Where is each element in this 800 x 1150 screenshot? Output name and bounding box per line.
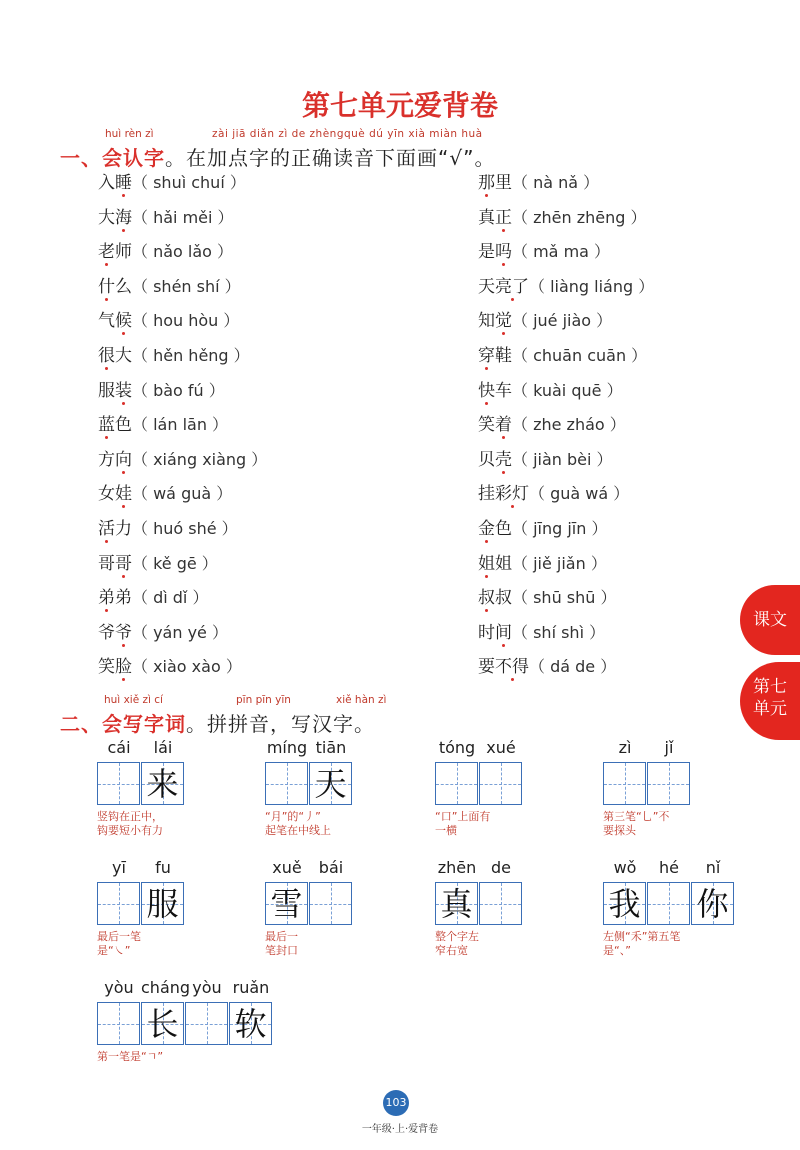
word-item [98, 553, 218, 575]
section-label-2: 会写字词 [102, 712, 186, 736]
word-item [478, 483, 629, 505]
word-pinyin: yī [112, 858, 126, 877]
word-char: 着 [495, 415, 512, 436]
word-item [478, 587, 617, 609]
stroke-hint [435, 810, 490, 838]
pinyin-options[interactable]: （ jué jiào ） [512, 311, 613, 331]
pinyin-options[interactable]: （ shí shì ） [512, 622, 606, 642]
word-item [478, 380, 623, 402]
word-char: 间 [495, 622, 512, 643]
instruction-pinyin-2b: xiě hàn zì [336, 694, 387, 706]
writing-box[interactable] [435, 882, 478, 925]
tab-unit-label-1: 第七 [753, 677, 787, 697]
pinyin-options[interactable]: （ mǎ ma ） [512, 242, 611, 262]
stroke-hint [435, 930, 479, 958]
hint-line: 左侧“禾”第五笔 [603, 930, 681, 943]
written-char [436, 763, 477, 804]
pinyin-options[interactable]: （ wá guà ） [132, 484, 233, 504]
stroke-hint [265, 930, 298, 958]
word-item [98, 449, 267, 471]
word-char: 哥 [98, 553, 115, 574]
hint-line: “月”的“丿” [265, 810, 321, 823]
section2-heading [60, 708, 375, 737]
word-char: 气 [98, 311, 115, 332]
hint-line: 笔封口 [265, 944, 298, 957]
written-char: 天 [314, 765, 347, 803]
hint-line: 竖钩在正中， [97, 810, 163, 823]
writing-box[interactable] [603, 882, 646, 925]
pinyin-options[interactable]: （ huó shé ） [132, 519, 238, 538]
word-pinyin: jǐ [664, 738, 674, 757]
word-char: 正 [495, 207, 512, 228]
writing-box[interactable] [141, 1002, 184, 1045]
word-char: 娃 [115, 484, 132, 505]
writing-box[interactable] [691, 882, 734, 925]
word-char: 里 [495, 173, 512, 193]
hint-line: “口”上面有 [435, 810, 491, 823]
word-item [478, 414, 626, 436]
word-pinyin: cái [107, 738, 131, 757]
word-pinyin: wǒ [613, 858, 637, 877]
word-char: 真 [478, 207, 495, 228]
stroke-hint [97, 930, 141, 958]
heading-pinyin: huì rèn zì [105, 128, 154, 140]
word-char: 什 [98, 276, 115, 297]
stroke-hint [265, 810, 331, 838]
section1-heading [60, 142, 495, 171]
pinyin-options[interactable]: （ kuài quē ） [512, 380, 623, 400]
word-char: 师 [115, 242, 132, 263]
stroke-hint: 第一笔是“ㄱ” [97, 1050, 164, 1063]
word-char: 很 [98, 346, 115, 366]
word-item [98, 207, 234, 229]
hint-line: 要探头 [603, 824, 636, 837]
section-instruction: 。在加点字的正确读音下面画“√”。 [165, 146, 496, 170]
word-char: 叔 [495, 588, 512, 609]
writing-box[interactable] [185, 1002, 228, 1045]
section-number-2: 二、 [60, 712, 102, 736]
hint-line: 是“、” [603, 944, 631, 957]
word-item [98, 656, 242, 678]
pinyin-options[interactable]: （ hou hòu ） [132, 311, 240, 331]
word-char: 叔 [478, 588, 495, 609]
written-char [604, 763, 645, 804]
instruction-pinyin: zài jiā diǎn zì de zhèngquè dú yīn xià miàn huà [212, 128, 483, 140]
word-pinyin: yòu [104, 978, 134, 997]
word-char: 么 [115, 276, 132, 297]
writing-box[interactable] [309, 882, 352, 925]
instruction-pinyin-2a: pīn pīn yīn [236, 694, 291, 706]
word-pinyin: zì [618, 738, 632, 757]
pinyin-options[interactable]: （ shuì chuí ） [132, 173, 246, 192]
word-char: 方 [98, 449, 115, 470]
pinyin-options[interactable]: （ dì dǐ ） [132, 588, 209, 608]
word-char: 贝 [478, 449, 495, 470]
word-char: 彩灯 [495, 484, 529, 505]
writing-box[interactable] [479, 882, 522, 925]
word-pinyin: xuě [272, 858, 302, 877]
word-pinyin: cháng [141, 978, 191, 997]
pinyin-options[interactable]: （ dá de ） [529, 657, 617, 677]
word-char: 姐 [495, 553, 512, 574]
word-char: 快 [478, 380, 495, 401]
word-pinyin: hé [659, 858, 679, 877]
word-item [478, 241, 610, 263]
word-char: 入 [98, 173, 115, 193]
written-char: 雪 [270, 885, 303, 923]
word-item [478, 345, 647, 367]
written-char [648, 763, 689, 804]
word-char: 是 [478, 242, 495, 263]
word-item [98, 276, 241, 298]
word-char: 力 [115, 519, 132, 539]
word-char: 挂 [478, 484, 495, 505]
word-char: 大 [98, 207, 115, 228]
hint-line: 起笔在中线上 [265, 824, 331, 837]
word-char: 装 [115, 380, 132, 401]
word-char: 知 [478, 311, 495, 332]
word-pinyin: xué [486, 738, 516, 757]
word-char: 天 [478, 276, 495, 297]
word-char: 弟 [98, 588, 115, 609]
tab-unit-seven[interactable] [740, 662, 800, 740]
writing-box[interactable] [647, 762, 690, 805]
word-char: 女 [98, 484, 115, 505]
word-item [98, 518, 238, 540]
written-char [98, 883, 139, 924]
word-item [98, 310, 239, 332]
pinyin-options[interactable]: （ chuān cuān ） [512, 346, 648, 365]
writing-box[interactable] [265, 762, 308, 805]
word-char: 弟 [115, 588, 132, 609]
writing-box[interactable] [309, 762, 352, 805]
word-char: 车 [495, 380, 512, 401]
word-item [98, 380, 225, 402]
word-pinyin: lái [153, 738, 173, 757]
hint-line: 最后一笔 [97, 930, 141, 943]
word-pinyin: yòu [192, 978, 222, 997]
written-char: 服 [146, 885, 179, 923]
pinyin-options[interactable]: （ liàng liáng ） [529, 276, 655, 296]
word-char: 那 [478, 173, 495, 193]
writing-box[interactable] [141, 762, 184, 805]
word-char: 笑 [478, 415, 495, 436]
written-char [648, 883, 689, 924]
writing-box[interactable] [435, 762, 478, 805]
section-number: 一、 [60, 146, 102, 170]
hint-line: 钩要短小有力 [97, 824, 163, 837]
written-char [266, 763, 307, 804]
word-char: 吗 [495, 242, 512, 263]
written-char: 长 [146, 1005, 179, 1043]
word-char: 哥 [115, 553, 132, 574]
pinyin-options[interactable]: （ zhēn zhēng ） [512, 207, 647, 227]
written-char [186, 1003, 227, 1044]
word-char: 不得 [495, 657, 529, 678]
word-char: 穿 [478, 346, 495, 366]
pinyin-options[interactable]: （ shū shū ） [512, 588, 617, 608]
written-char [98, 1003, 139, 1044]
written-char [98, 763, 139, 804]
word-char: 候 [115, 311, 132, 332]
word-item [478, 172, 599, 194]
writing-box[interactable] [647, 882, 690, 925]
word-pinyin: ruǎn [232, 978, 270, 997]
writing-box[interactable] [141, 882, 184, 925]
hint-line: 一横 [435, 824, 457, 837]
pinyin-options[interactable]: （ bào fú ） [132, 380, 225, 400]
pinyin-options[interactable]: （ guà wá ） [529, 484, 630, 504]
word-pinyin: bái [318, 858, 344, 877]
pinyin-options[interactable]: （ xiào xào ） [132, 657, 242, 677]
word-char: 海 [115, 207, 132, 228]
word-item [98, 483, 232, 505]
pinyin-options[interactable]: （ kě gē ） [132, 553, 218, 573]
writing-box[interactable] [97, 882, 140, 925]
word-char: 服 [98, 380, 115, 401]
section-instruction-2: 。拼拼音，写汉字。 [186, 712, 375, 736]
stroke-hint [97, 810, 163, 838]
stroke-hint [603, 810, 669, 838]
writing-box[interactable] [479, 762, 522, 805]
word-char: 爷 [98, 622, 115, 643]
pinyin-options[interactable]: （ zhe zháo ） [512, 415, 626, 435]
word-pinyin: de [491, 858, 511, 877]
word-char: 大 [115, 346, 132, 366]
tab-unit-label-2: 单元 [753, 699, 787, 719]
word-item [98, 622, 228, 644]
word-item [478, 622, 605, 644]
written-char [310, 883, 351, 924]
pinyin-options[interactable]: （ jiàn bèi ） [512, 449, 613, 469]
word-char: 色 [495, 519, 512, 539]
written-char [480, 763, 521, 804]
written-char: 真 [440, 885, 473, 923]
word-char: 活 [98, 519, 115, 539]
pinyin-options[interactable]: （ jiě jiǎn ） [512, 553, 607, 573]
hint-line: 整个字左 [435, 930, 479, 943]
written-char: 来 [146, 765, 179, 803]
word-pinyin: fu [155, 858, 171, 877]
word-item [98, 172, 246, 194]
heading-pinyin-2: huì xiě zì cí [104, 694, 163, 706]
writing-box[interactable] [229, 1002, 272, 1045]
hint-line: 是“㇏” [97, 944, 131, 957]
word-char: 时 [478, 622, 495, 643]
pinyin-options[interactable]: （ xiáng xiàng ） [132, 449, 268, 469]
word-item [98, 345, 250, 367]
word-char: 觉 [495, 311, 512, 332]
pinyin-options[interactable]: （ jīng jīn ） [512, 519, 608, 538]
pinyin-options[interactable]: （ yán yé ） [132, 622, 228, 642]
word-char: 金 [478, 519, 495, 539]
word-item [98, 414, 228, 436]
word-pinyin: tóng [438, 738, 476, 757]
stroke-hint [603, 930, 680, 958]
word-char: 亮了 [495, 276, 529, 297]
footer: 一年级·上·爱背卷 [361, 1124, 439, 1135]
word-char: 蓝 [98, 415, 115, 436]
pinyin-options[interactable]: （ shén shí ） [132, 276, 241, 296]
word-char: 向 [115, 449, 132, 470]
pinyin-options[interactable]: （ hǎi měi ） [132, 207, 234, 227]
word-item [98, 241, 233, 263]
pinyin-options[interactable]: （ nà nǎ ） [512, 173, 600, 192]
word-char: 姐 [478, 553, 495, 574]
page-number: 103 [383, 1090, 409, 1116]
word-item [478, 518, 607, 540]
written-char [480, 883, 521, 924]
word-char: 壳 [495, 449, 512, 470]
written-char: 我 [608, 885, 641, 923]
word-char: 要 [478, 657, 495, 678]
word-item [478, 310, 612, 332]
tab-text-label: 课文 [753, 610, 787, 630]
word-char: 爷 [115, 622, 132, 643]
pinyin-options[interactable]: （ lán lān ） [132, 415, 229, 435]
writing-box[interactable] [603, 762, 646, 805]
word-char: 色 [115, 415, 132, 436]
section-label: 会认字 [102, 146, 165, 170]
word-char: 脸 [115, 657, 132, 678]
hint-line: 最后一 [265, 930, 298, 943]
pinyin-options[interactable]: （ hěn hěng ） [132, 346, 250, 365]
word-pinyin: míng [266, 738, 308, 757]
pinyin-options[interactable]: （ nǎo lǎo ） [132, 242, 234, 262]
word-item [478, 656, 616, 678]
word-pinyin: nǐ [705, 858, 721, 877]
word-pinyin: zhēn [437, 858, 477, 877]
written-char: 你 [696, 885, 729, 923]
word-char: 笑 [98, 657, 115, 678]
word-item [98, 587, 208, 609]
word-char: 老 [98, 242, 115, 263]
written-char: 软 [234, 1005, 267, 1043]
hint-line: 第三笔“乚”不 [603, 810, 670, 823]
tab-text[interactable] [740, 585, 800, 655]
word-item [478, 449, 613, 471]
word-item [478, 207, 646, 229]
word-char: 睡 [115, 173, 132, 193]
hint-line: 窄右宽 [435, 944, 468, 957]
writing-box[interactable] [265, 882, 308, 925]
word-item [478, 276, 654, 298]
page-title: 第七单元爱背卷 [301, 89, 498, 122]
word-item [478, 553, 607, 575]
word-char: 鞋 [495, 346, 512, 366]
writing-box[interactable] [97, 1002, 140, 1045]
word-pinyin: tiān [315, 738, 347, 757]
writing-box[interactable] [97, 762, 140, 805]
